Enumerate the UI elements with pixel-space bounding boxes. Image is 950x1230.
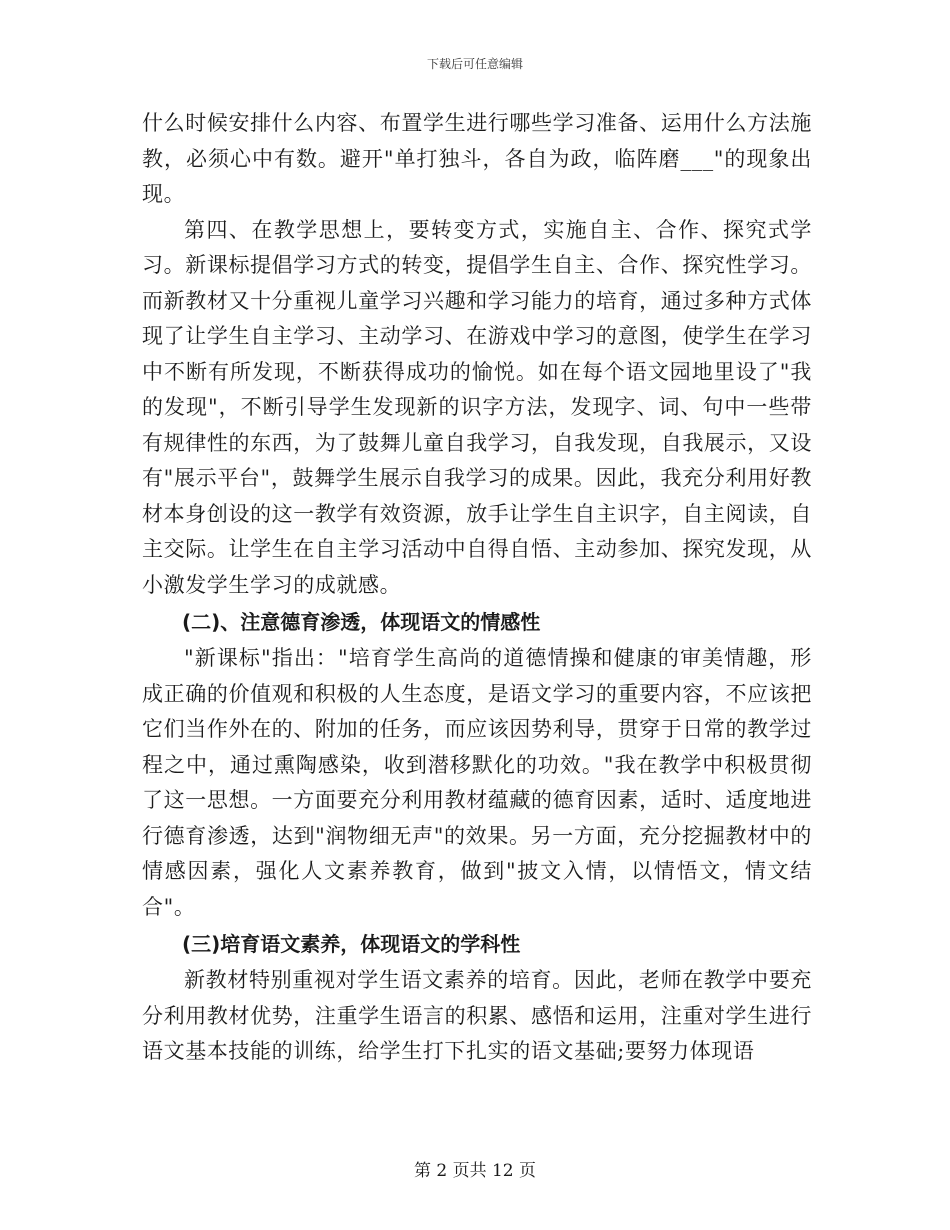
paragraph-moral-education: "新课标"指出："培育学生高尚的道德情操和健康的审美情趣，形成正确的价值观和积极的人生态度，是语文学习的重要内容，不应该把它们当作外在的、附加的任务，而应该因势利导，贯穿于日常的教学过程之中，通过熏陶感染，收到潜移默化的功效。"我在教学中积极贯彻了这一思想。一方面要充分利用教材蕴藏的德育因素，适时、适度地进行德育渗透，达到"润物细无声"的效果。另一方面，充分挖掘教材中的情感因素，强化人文素养教育，做到"披文入情，以情悟文，情文结合"。 <box>142 646 812 919</box>
section-heading-three: (三)培育语文素养，体现语文的学科性 <box>182 932 521 956</box>
paragraph-continuation: 什么时候安排什么内容、布置学生进行哪些学习准备、运用什么方法施教，必须心中有数。避开"单打独斗，各自为政，临阵磨___"的现象出现。 <box>142 111 812 206</box>
section-heading-two: (二)、注意德育渗透，体现语文的情感性 <box>182 610 541 634</box>
document-body <box>142 106 812 1070</box>
paragraph-literacy: 新教材特别重视对学生语文素养的培育。因此，老师在教学中要充分利用教材优势，注重学生语言的积累、感悟和运用，注重对学生进行语文基本技能的训练，给学生打下扎实的语文基础;要努力体现语 <box>142 968 812 1063</box>
page-footer: 第 2 页共 12 页 <box>413 1161 537 1181</box>
page-header: 下载后可任意编辑 <box>426 57 523 71</box>
paragraph-point-four: 第四、在教学思想上，要转变方式，实施自主、合作、探究式学习。新课标提倡学习方式的转变，提倡学生自主、合作、探究性学习。而新教材又十分重视儿童学习兴趣和学习能力的培育，通过多种方式体现了让学生自主学习、主动学习、在游戏中学习的意图，使学生在学习中不断有所发现，不断获得成功的愉悦。如在每个语文园地里设了"我的发现"，不断引导学生发现新的识字方法，发现字、词、句中一些带有规律性的东西，为了鼓舞儿童自我学习，自我发现，自我展示，又设有"展示平台"，鼓舞学生展示自我学习的成果。因此，我充分利用好教材本身创设的这一教学有效资源，放手让学生自主识字，自主阅读，自主交际。让学生在自主学习活动中自得自悟、主动参加、探究发现，从小激发学生学习的成就感。 <box>142 217 812 597</box>
